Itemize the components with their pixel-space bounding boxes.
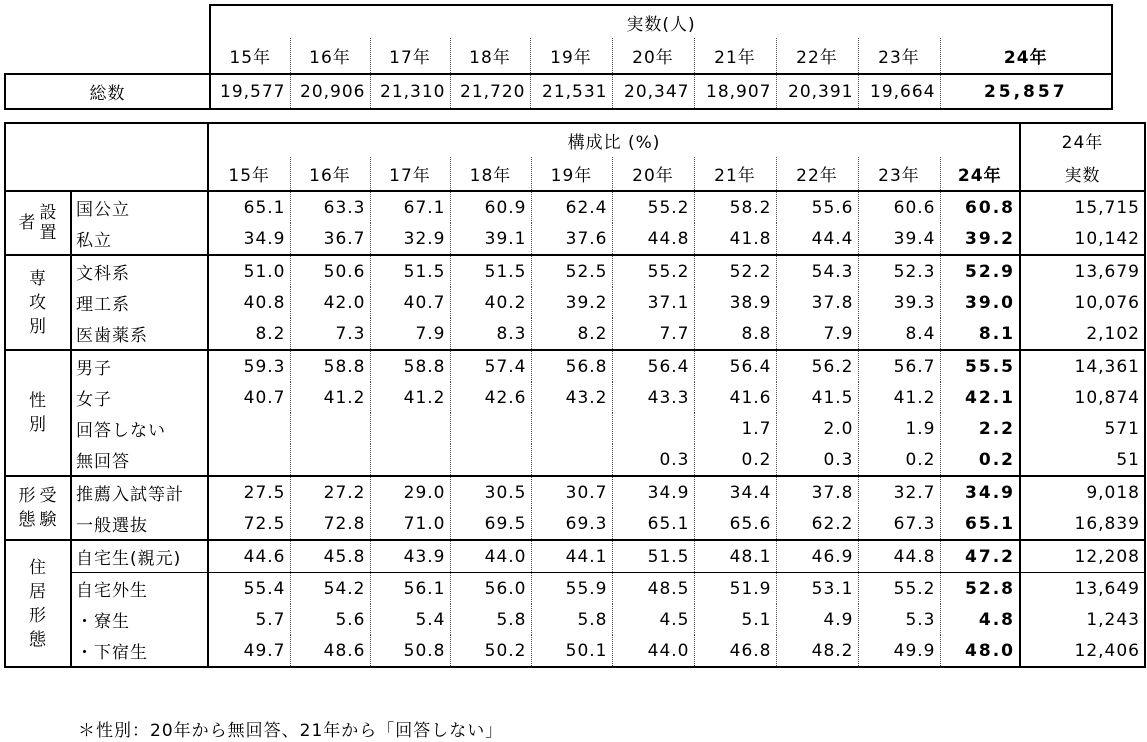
ratio-value: 41.2 [290, 382, 370, 413]
ratio-value: 54.2 [290, 573, 370, 605]
composition-table [4, 122, 1146, 668]
ratio-value: 2.2 [940, 413, 1020, 444]
ratio-header: 構成比 (%) [208, 123, 1020, 157]
category-label: 別 [29, 415, 47, 435]
row-label: 一般選抜 [71, 508, 208, 540]
table-row [5, 540, 1145, 573]
table-row [5, 573, 1145, 605]
ratio-value: 52.5 [531, 255, 612, 287]
ratio-value: 69.3 [531, 508, 612, 540]
category-label: 形 態 [18, 486, 37, 530]
ratio-value: 53.1 [776, 573, 858, 605]
ratio-value [531, 444, 612, 476]
row-label: 回答しない [71, 413, 208, 444]
ratio-value: 42.1 [940, 382, 1020, 413]
ratio-value: 55.2 [612, 255, 694, 287]
ratio-value: 39.1 [450, 223, 531, 255]
category-label: 攻 [29, 292, 47, 313]
ratio-value: 56.7 [858, 350, 940, 382]
count-value: 12,406 [1074, 640, 1140, 661]
year-header: 18年 [450, 38, 530, 74]
count-value: 9,018 [1020, 476, 1145, 508]
total-value: 19,577 [210, 74, 290, 109]
ratio-value: 44.4 [776, 223, 858, 255]
ratio-value: 39.3 [858, 287, 940, 318]
category-cell [5, 540, 71, 667]
category-cell [5, 350, 71, 476]
year-header: 17年 [370, 38, 450, 74]
ratio-value: 55.5 [940, 350, 1020, 382]
category-label: 居 [29, 581, 47, 602]
count-value: 10,076 [1074, 292, 1140, 313]
row-label: ・寮生 [71, 604, 208, 635]
ratio-value: 56.0 [450, 573, 531, 605]
total-row [5, 74, 1112, 109]
ratio-value: 38.9 [694, 287, 776, 318]
corner-cell [5, 5, 210, 38]
ratio-value: 27.5 [208, 476, 290, 508]
year-header: 20年 [612, 157, 694, 191]
year-header: 20年 [612, 38, 694, 74]
ratio-value: 69.5 [450, 508, 531, 540]
count-value: 15,715 [1074, 197, 1140, 218]
total-value: 25,857 [940, 74, 1112, 109]
year-header: 21年 [694, 157, 776, 191]
row-label: 文科系 [71, 255, 208, 287]
count-year-header: 24年 [1061, 133, 1104, 153]
row-label: 女子 [71, 382, 208, 413]
count-value: 10,142 [1074, 228, 1140, 249]
table-row [5, 287, 1145, 318]
ratio-value: 55.2 [612, 191, 694, 223]
year-header: 22年 [776, 157, 858, 191]
ratio-value: 65.1 [940, 508, 1020, 540]
category-label: 設 置 [39, 203, 58, 243]
ratio-value: 71.0 [370, 508, 450, 540]
ratio-value: 63.3 [290, 191, 370, 223]
row-label: 医歯薬系 [71, 318, 208, 350]
ratio-value: 44.1 [531, 540, 612, 573]
ratio-value: 44.0 [612, 635, 694, 667]
table-row [5, 255, 1145, 287]
ratio-value: 52.9 [940, 255, 1020, 287]
row-label: ・下宿生 [71, 635, 208, 667]
ratio-value: 0.2 [858, 444, 940, 476]
row-label: 私立 [71, 223, 208, 255]
ratio-value: 58.8 [370, 350, 450, 382]
ratio-value: 59.3 [208, 350, 290, 382]
table-row [5, 318, 1145, 350]
category-label: 住 [29, 557, 47, 578]
table-row [5, 413, 1145, 444]
ratio-value: 49.7 [208, 635, 290, 667]
ratio-value [290, 444, 370, 476]
ratio-value: 0.3 [776, 444, 858, 476]
year-header: 15年 [210, 38, 290, 74]
category-label: 別 [29, 316, 47, 337]
ratio-value: 65.6 [694, 508, 776, 540]
ratio-value: 51.5 [370, 255, 450, 287]
count-value: 571 [1104, 418, 1140, 439]
row-label: 自宅外生 [71, 573, 208, 605]
footnote: ＊性別：20年から無回答、21年から「回答しない」 [78, 721, 504, 741]
count-value: 51 [1116, 449, 1140, 470]
ratio-value: 51.5 [450, 255, 531, 287]
ratio-value: 2.0 [776, 413, 858, 444]
table-row [5, 476, 1145, 508]
count-value: 12,208 [1020, 540, 1145, 573]
year-header: 23年 [858, 38, 940, 74]
ratio-value: 46.9 [776, 540, 858, 573]
ratio-value: 41.8 [694, 223, 776, 255]
ratio-value: 7.3 [290, 318, 370, 350]
year-header-row [5, 38, 1112, 74]
ratio-value: 37.1 [612, 287, 694, 318]
table-row [5, 604, 1145, 635]
row-label: 理工系 [71, 287, 208, 318]
total-label: 総数 [5, 74, 210, 109]
ratio-value: 41.5 [776, 382, 858, 413]
total-value: 21,720 [450, 74, 530, 109]
ratio-value: 67.3 [858, 508, 940, 540]
ratio-value: 56.4 [612, 350, 694, 382]
ratio-value: 34.9 [940, 476, 1020, 508]
row-label: 国公立 [71, 191, 208, 223]
ratio-value: 56.8 [531, 350, 612, 382]
category-label: 専 [29, 268, 47, 289]
corner-cell [5, 123, 208, 157]
ratio-value [370, 413, 450, 444]
category-label: 形 [29, 605, 47, 626]
total-table [4, 4, 1113, 110]
ratio-value: 43.2 [531, 382, 612, 413]
ratio-value: 57.4 [450, 350, 531, 382]
count-value: 2,102 [1086, 323, 1140, 344]
table-row [5, 444, 1145, 476]
ratio-value: 37.8 [776, 476, 858, 508]
total-value: 21,310 [370, 74, 450, 109]
ratio-value: 36.7 [290, 223, 370, 255]
ratio-value: 42.6 [450, 382, 531, 413]
year-header: 24年 [940, 157, 1020, 191]
ratio-value: 8.4 [858, 318, 940, 350]
ratio-value: 30.5 [450, 476, 531, 508]
table-row [5, 223, 1145, 255]
row-label: 推薦入試等計 [71, 476, 208, 508]
count-value: 10,874 [1074, 387, 1140, 408]
ratio-value: 65.1 [612, 508, 694, 540]
ratio-value: 8.1 [940, 318, 1020, 350]
ratio-value: 37.6 [531, 223, 612, 255]
ratio-value: 55.9 [531, 573, 612, 605]
ratio-value: 4.5 [612, 604, 694, 635]
row-label: 無回答 [71, 444, 208, 476]
ratio-value: 50.1 [531, 635, 612, 667]
ratio-value: 8.2 [208, 318, 290, 350]
ratio-value: 50.2 [450, 635, 531, 667]
table-row [5, 382, 1145, 413]
ratio-value: 72.8 [290, 508, 370, 540]
ratio-value: 32.7 [858, 476, 940, 508]
ratio-value: 1.9 [858, 413, 940, 444]
ratio-value: 7.9 [370, 318, 450, 350]
ratio-value [450, 413, 531, 444]
total-value: 18,907 [694, 74, 776, 109]
category-label: 性 [29, 391, 47, 411]
ratio-value: 56.1 [370, 573, 450, 605]
ratio-value: 41.2 [858, 382, 940, 413]
year-header: 24年 [940, 38, 1112, 74]
ratio-value [208, 444, 290, 476]
ratio-value [612, 413, 694, 444]
ratio-value: 58.2 [694, 191, 776, 223]
ratio-value: 0.2 [940, 444, 1020, 476]
ratio-value: 37.8 [776, 287, 858, 318]
ratio-value [531, 413, 612, 444]
ratio-value: 50.6 [290, 255, 370, 287]
year-header: 21年 [694, 38, 776, 74]
total-value: 21,531 [530, 74, 612, 109]
ratio-value: 50.8 [370, 635, 450, 667]
table-row [5, 191, 1145, 223]
actual-count-header: 実数(人) [210, 5, 1112, 38]
ratio-value: 44.6 [208, 540, 290, 573]
ratio-value: 8.3 [450, 318, 531, 350]
ratio-value: 42.0 [290, 287, 370, 318]
ratio-value: 62.4 [531, 191, 612, 223]
ratio-value: 62.2 [776, 508, 858, 540]
ratio-value: 8.8 [694, 318, 776, 350]
ratio-value: 67.1 [370, 191, 450, 223]
table-row [5, 350, 1145, 382]
ratio-value: 43.3 [612, 382, 694, 413]
ratio-value: 58.8 [290, 350, 370, 382]
ratio-value: 51.9 [694, 573, 776, 605]
count-header: 実数 [1020, 157, 1145, 191]
ratio-value: 39.0 [940, 287, 1020, 318]
ratio-value: 40.2 [450, 287, 531, 318]
year-header: 16年 [290, 38, 370, 74]
ratio-value: 55.4 [208, 573, 290, 605]
table-row [5, 508, 1145, 540]
count-value: 14,361 [1020, 350, 1145, 382]
table-row [5, 635, 1145, 667]
year-header: 17年 [370, 157, 450, 191]
ratio-value [450, 444, 531, 476]
ratio-value: 39.2 [531, 287, 612, 318]
ratio-value: 54.3 [776, 255, 858, 287]
ratio-value: 52.3 [858, 255, 940, 287]
ratio-value: 5.3 [858, 604, 940, 635]
ratio-value: 56.2 [776, 350, 858, 382]
ratio-value: 7.7 [612, 318, 694, 350]
ratio-value: 52.8 [940, 573, 1020, 605]
ratio-value: 51.5 [612, 540, 694, 573]
ratio-value: 40.8 [208, 287, 290, 318]
ratio-value: 8.2 [531, 318, 612, 350]
ratio-value: 29.0 [370, 476, 450, 508]
ratio-value: 43.9 [370, 540, 450, 573]
ratio-value: 5.8 [531, 604, 612, 635]
ratio-value: 49.9 [858, 635, 940, 667]
ratio-value [290, 413, 370, 444]
category-cell [5, 476, 71, 540]
ratio-value: 7.9 [776, 318, 858, 350]
ratio-value: 40.7 [370, 287, 450, 318]
ratio-value: 46.8 [694, 635, 776, 667]
year-header: 18年 [450, 157, 531, 191]
ratio-value: 40.7 [208, 382, 290, 413]
ratio-value: 48.2 [776, 635, 858, 667]
ratio-value: 39.2 [940, 223, 1020, 255]
ratio-value: 56.4 [694, 350, 776, 382]
ratio-value: 60.8 [940, 191, 1020, 223]
ratio-value: 5.1 [694, 604, 776, 635]
ratio-value: 1.7 [694, 413, 776, 444]
row-label: 男子 [71, 350, 208, 382]
count-value: 13,679 [1020, 255, 1145, 287]
count-value: 1,243 [1086, 609, 1140, 630]
ratio-value: 41.6 [694, 382, 776, 413]
ratio-value: 27.2 [290, 476, 370, 508]
ratio-value: 30.7 [531, 476, 612, 508]
ratio-value: 44.8 [858, 540, 940, 573]
category-label: 態 [29, 629, 47, 650]
ratio-value: 72.5 [208, 508, 290, 540]
category-cell [5, 255, 71, 350]
category-label: 者 [18, 213, 37, 233]
ratio-value: 5.6 [290, 604, 370, 635]
ratio-value: 32.9 [370, 223, 450, 255]
ratio-value: 34.9 [208, 223, 290, 255]
ratio-value: 0.2 [694, 444, 776, 476]
year-header: 22年 [776, 38, 858, 74]
year-header: 19年 [530, 38, 612, 74]
ratio-value: 34.4 [694, 476, 776, 508]
ratio-value: 44.0 [450, 540, 531, 573]
ratio-value: 44.8 [612, 223, 694, 255]
ratio-value: 39.4 [858, 223, 940, 255]
ratio-value: 34.9 [612, 476, 694, 508]
total-value: 20,347 [612, 74, 694, 109]
total-value: 20,391 [776, 74, 858, 109]
year-header: 23年 [858, 157, 940, 191]
year-header: 15年 [208, 157, 290, 191]
total-value: 20,906 [290, 74, 370, 109]
ratio-value: 55.2 [858, 573, 940, 605]
ratio-value: 65.1 [208, 191, 290, 223]
ratio-value: 60.9 [450, 191, 531, 223]
corner-cell [5, 157, 208, 191]
ratio-value: 5.4 [370, 604, 450, 635]
ratio-value: 51.0 [208, 255, 290, 287]
ratio-value: 48.0 [940, 635, 1020, 667]
ratio-value: 4.9 [776, 604, 858, 635]
ratio-value: 48.5 [612, 573, 694, 605]
category-cell [5, 191, 71, 255]
ratio-value: 0.3 [612, 444, 694, 476]
ratio-value: 48.6 [290, 635, 370, 667]
ratio-value: 5.8 [450, 604, 531, 635]
ratio-value: 45.8 [290, 540, 370, 573]
category-label: 受 験 [39, 486, 58, 530]
year-header: 16年 [290, 157, 370, 191]
total-value: 19,664 [858, 74, 940, 109]
row-label: 自宅生(親元) [71, 540, 208, 573]
ratio-value: 60.6 [858, 191, 940, 223]
ratio-value [208, 413, 290, 444]
ratio-value: 48.1 [694, 540, 776, 573]
ratio-value: 52.2 [694, 255, 776, 287]
ratio-value: 4.8 [940, 604, 1020, 635]
ratio-value [370, 444, 450, 476]
year-header: 19年 [531, 157, 612, 191]
ratio-value: 41.2 [370, 382, 450, 413]
ratio-value: 55.6 [776, 191, 858, 223]
ratio-value: 47.2 [940, 540, 1020, 573]
count-value: 16,839 [1074, 513, 1140, 534]
ratio-value: 5.7 [208, 604, 290, 635]
count-value: 13,649 [1074, 578, 1140, 599]
